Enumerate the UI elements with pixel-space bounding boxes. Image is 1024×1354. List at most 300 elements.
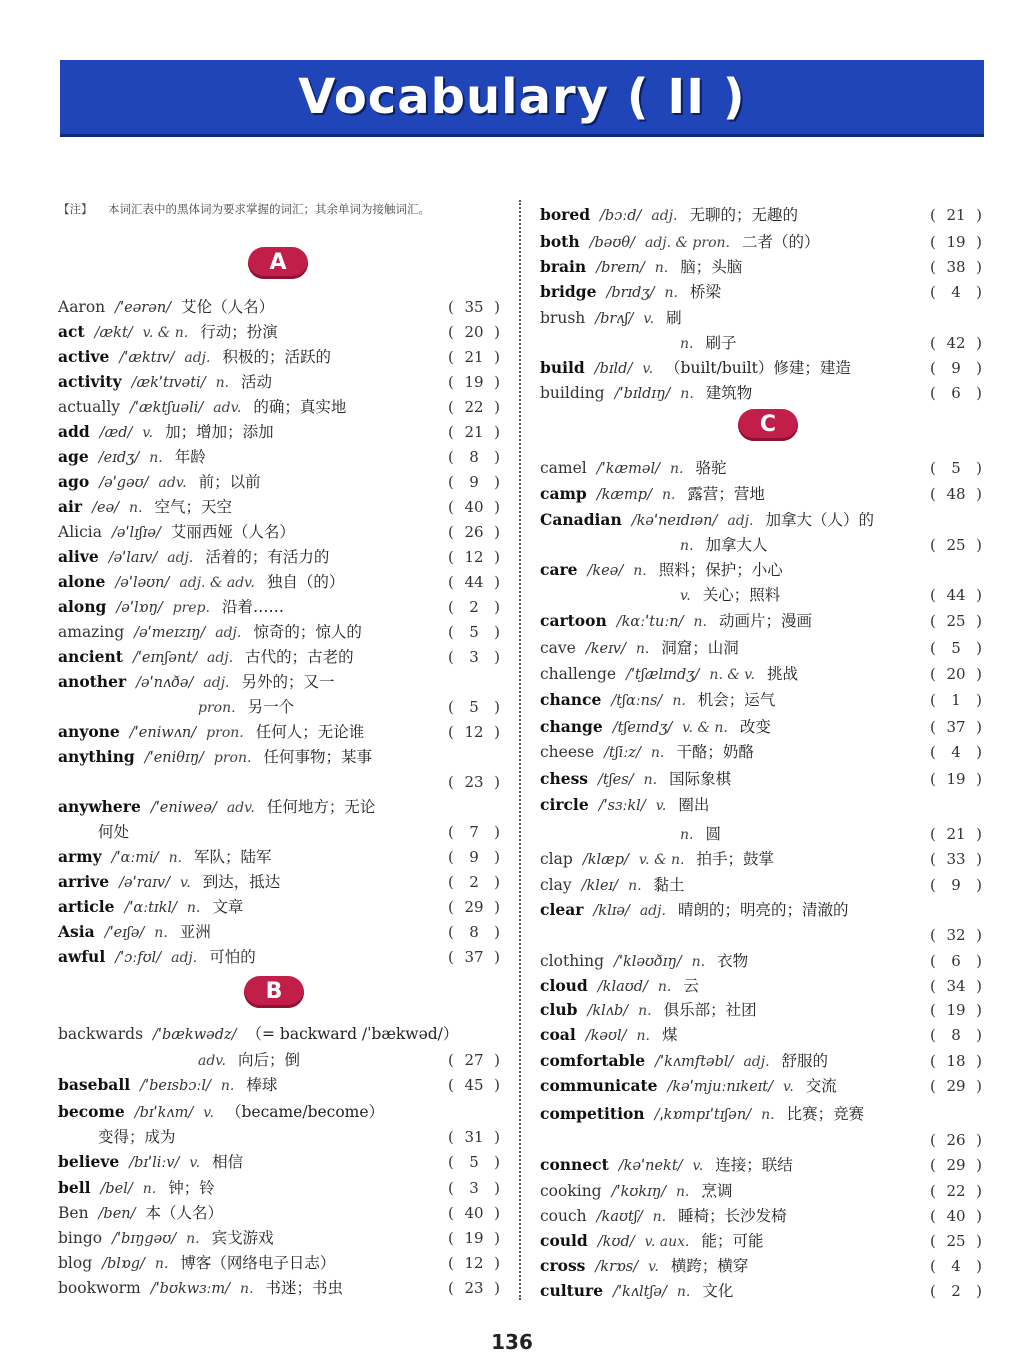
- entry-part-of-speech: n.: [220, 1078, 235, 1094]
- entry-part-of-speech: n.: [633, 563, 647, 579]
- entry-phonetic: /keɪv/: [585, 641, 626, 657]
- entry-part-of-speech: v.: [142, 425, 154, 441]
- entry-continuation: [540, 822, 984, 846]
- entry-phonetic: /keə/: [587, 563, 624, 579]
- entry-part-of-speech: n.: [638, 1003, 652, 1019]
- entry-meaning: 睡椅；长沙发椅: [678, 1207, 787, 1225]
- note: [58, 200, 498, 219]
- entry-part-of-speech: pron.: [206, 725, 244, 741]
- entry-meaning: 独自（的）: [266, 573, 345, 591]
- entry-word: building: [540, 384, 605, 402]
- entry-word: baseball: [58, 1075, 131, 1094]
- vocab-entry: [58, 845, 502, 869]
- entry-phonetic: /ˈæktʃuəli/: [130, 400, 204, 416]
- entry-meaning: 亚洲: [179, 923, 211, 941]
- vocab-entry: [58, 670, 502, 694]
- entry-phonetic: /bel/: [100, 1181, 133, 1197]
- entry-unit-number: ( 3 ): [446, 1176, 502, 1200]
- entry-unit-number: ( 12 ): [446, 720, 502, 744]
- entry-continuation: [540, 331, 984, 355]
- entry-meaning: （became/become）: [225, 1103, 385, 1121]
- vocab-entry: [58, 420, 502, 444]
- entry-word: circle: [540, 795, 589, 814]
- entry-unit-number: ( 4 ): [928, 1254, 984, 1278]
- entry-phonetic: /ˈbɪŋgəʊ/: [112, 1231, 177, 1247]
- entry-word: army: [58, 847, 102, 866]
- entry-phonetic: /əˈlaɪv/: [108, 550, 158, 566]
- vocab-entry: [540, 1153, 984, 1177]
- entry-word: club: [540, 1000, 578, 1019]
- entry-word: ago: [58, 472, 90, 491]
- entry-word: challenge: [540, 665, 617, 683]
- entry-meaning: 的确；真实地: [253, 398, 347, 416]
- entry-part-of-speech: n.: [657, 979, 672, 995]
- entry-meaning: （built/built）修建；建造: [665, 359, 851, 377]
- entry-part-of-speech: n.: [635, 641, 650, 657]
- entry-unit-number: ( 4 ): [928, 740, 984, 764]
- entry-part-of-speech: adj.: [184, 350, 211, 366]
- entry-word: bridge: [540, 282, 597, 301]
- entry-word: bingo: [58, 1229, 103, 1247]
- entry-phonetic: /ˈbækwədz/: [153, 1027, 237, 1043]
- entry-phonetic: /ˈkæməl/: [596, 461, 660, 477]
- entry-word: camp: [540, 484, 587, 503]
- vocab-entry: [540, 715, 984, 739]
- entry-meaning: 刷: [666, 309, 682, 327]
- vocab-entry: [58, 295, 502, 319]
- entry-unit-number: ( 40 ): [928, 1204, 984, 1228]
- entry-continuation: [540, 1128, 984, 1152]
- entry-unit-number: ( 45 ): [446, 1073, 502, 1097]
- vocab-entry: [540, 1204, 984, 1228]
- entry-meaning: 云: [683, 977, 699, 995]
- entry-unit-number: ( 19 ): [928, 767, 984, 791]
- entry-meaning: 横跨；横穿: [670, 1257, 749, 1275]
- entry-phonetic: /ˈsɜːkl/: [598, 798, 646, 814]
- entry-part-of-speech: v.: [648, 1259, 659, 1275]
- entry-unit-number: ( 48 ): [928, 482, 984, 506]
- entry-meaning: 博客（网络电子日志）: [180, 1254, 336, 1272]
- entry-part-of-speech: n.: [142, 1181, 157, 1197]
- entry-word: care: [540, 560, 578, 579]
- entry-phonetic: /ˈkʌltʃə/: [613, 1284, 667, 1300]
- entry-meaning: 艾伦（人名）: [181, 298, 275, 316]
- entry-phonetic: /klaʊd/: [597, 979, 648, 995]
- entry-unit-number: ( 8 ): [446, 445, 502, 469]
- entry-phonetic: /ˈkʊkɪŋ/: [611, 1184, 667, 1200]
- entry-meaning: 宾戈游戏: [211, 1229, 274, 1247]
- entry-phonetic: /ˈkləʊðɪŋ/: [614, 954, 682, 970]
- entry-word: chess: [540, 769, 589, 788]
- entry-meaning: 前；以前: [198, 473, 261, 491]
- entry-unit-number: ( 21 ): [446, 420, 502, 444]
- vocab-entry: [58, 1176, 502, 1200]
- entry-part-of-speech: adv.: [226, 800, 255, 816]
- vocab-entry: [58, 1276, 502, 1300]
- entry-part-of-speech: n.: [761, 1107, 775, 1123]
- entry-meaning: 照料；保护；小心: [658, 561, 783, 579]
- vocab-entry: [540, 847, 984, 871]
- entry-continuation: [540, 583, 984, 607]
- section-badge-a: A: [248, 247, 308, 279]
- vocab-entry: [58, 745, 502, 769]
- entry-part-of-speech: v.: [180, 875, 191, 891]
- entry-meaning: 拍手；鼓掌: [696, 850, 774, 868]
- entry-meaning: 空气；天空: [154, 498, 233, 516]
- entry-word: cheese: [540, 743, 595, 761]
- entry-word: Asia: [58, 922, 95, 941]
- entry-meaning: 动画片；漫画: [718, 612, 812, 630]
- entry-phonetic: /tʃiːz/: [604, 745, 641, 761]
- vocab-entry: [58, 895, 502, 919]
- entry-part-of-speech: n.: [654, 260, 669, 276]
- entry-phonetic: /ˈtʃælɪndʒ/: [626, 667, 700, 683]
- entry-continuation: [58, 695, 502, 719]
- entry-unit-number: ( 4 ): [928, 280, 984, 304]
- entry-part-of-speech: n.: [215, 375, 230, 391]
- entry-word: both: [540, 232, 580, 251]
- vocab-entry: [58, 920, 502, 944]
- entry-continuation: [58, 1125, 502, 1149]
- entry-phonetic: /əˈmeɪzɪŋ/: [134, 625, 206, 641]
- entry-word: add: [58, 422, 90, 441]
- entry-unit-number: ( 3 ): [446, 645, 502, 669]
- entry-word: become: [58, 1102, 125, 1121]
- entry-phonetic: /ˌkɒmpɪˈtɪʃən/: [654, 1107, 752, 1123]
- entry-meaning: 露营；营地: [687, 485, 765, 503]
- entry-continuation: [540, 533, 984, 557]
- entry-part-of-speech: adj.: [743, 1054, 770, 1070]
- entry-meaning: 衣物: [717, 952, 749, 970]
- note-text: 本词汇表中的黑体词为要求掌握的词汇；其余单词为接触词汇。: [108, 202, 430, 216]
- entry-meaning: 活动: [241, 373, 273, 391]
- entry-meaning: 舒服的: [781, 1052, 829, 1070]
- entry-unit-number: ( 38 ): [928, 255, 984, 279]
- entry-meaning: 建筑物: [705, 384, 753, 402]
- vocab-entry: [540, 636, 984, 660]
- entry-word: anything: [58, 747, 135, 766]
- entry-unit-number: ( 8 ): [928, 1023, 984, 1047]
- entry-unit-number: ( 21 ): [928, 203, 984, 227]
- entry-phonetic: /ækˈtɪvəti/: [131, 375, 206, 391]
- entry-phonetic: /brɪdʒ/: [606, 285, 655, 301]
- entry-phonetic: /klɪə/: [593, 903, 630, 919]
- entry-meaning: 关心；照料: [702, 586, 781, 604]
- entry-meaning: 任何事物；某事: [263, 748, 372, 766]
- entry-part-of-speech: n.: [154, 1256, 169, 1272]
- entry-word: brain: [540, 257, 587, 276]
- entry-unit-number: ( 2 ): [446, 595, 502, 619]
- entry-unit-number: ( 5 ): [928, 636, 984, 660]
- entry-phonetic: /ˈæktɪv/: [119, 350, 175, 366]
- entry-unit-number: ( 7 ): [446, 820, 502, 844]
- entry-meaning: 能；可能: [701, 1232, 764, 1250]
- entry-meaning: 钟；铃: [168, 1179, 215, 1197]
- entry-unit-number: ( 34 ): [928, 974, 984, 998]
- entry-phonetic: /krɒs/: [595, 1259, 639, 1275]
- entry-unit-number: ( 37 ): [928, 715, 984, 739]
- vocab-entry: [540, 974, 984, 998]
- entry-unit-number: ( 2 ): [928, 1279, 984, 1303]
- section-badge-b: B: [244, 976, 304, 1008]
- entry-unit-number: ( 40 ): [446, 495, 502, 519]
- vocab-entry: [540, 1049, 984, 1073]
- entry-phonetic: /ˈkʌmftəbl/: [655, 1054, 734, 1070]
- entry-part-of-speech: n.: [693, 614, 707, 630]
- entry-word: clothing: [540, 952, 605, 970]
- entry-unit-number: ( 2 ): [446, 870, 502, 894]
- entry-meaning: 加拿大人: [705, 536, 768, 554]
- entry-meaning: 沿着……: [221, 598, 284, 616]
- entry-part-of-speech: n.: [628, 878, 642, 894]
- entry-part-of-speech: adv.: [213, 400, 242, 416]
- entry-part-of-speech: adj.: [167, 550, 194, 566]
- entry-phonetic: /ˈeɪʃə/: [104, 925, 145, 941]
- entry-phonetic: /kaʊtʃ/: [596, 1209, 643, 1225]
- vocab-entry: [540, 898, 984, 922]
- entry-phonetic: /æd/: [99, 425, 133, 441]
- vocab-entry: [540, 609, 984, 633]
- entry-meaning: 加；增加；添加: [165, 423, 274, 441]
- vocab-entry: [58, 720, 502, 744]
- entry-unit-number: ( 29 ): [928, 1074, 984, 1098]
- entry-meaning: 挑战: [766, 665, 798, 683]
- vocab-entry: [58, 520, 502, 544]
- entry-word: clear: [540, 900, 584, 919]
- entry-part-of-speech: n.: [676, 1184, 690, 1200]
- vocab-entry: [58, 1201, 502, 1225]
- entry-word: article: [58, 897, 115, 916]
- vocab-entry: [58, 1022, 502, 1046]
- entry-unit-number: ( 44 ): [928, 583, 984, 607]
- entry-phonetic: /eɪdʒ/: [98, 450, 140, 466]
- entry-word: cloud: [540, 976, 588, 995]
- entry-phonetic: /tʃɑːns/: [611, 693, 663, 709]
- vocab-entry: [540, 508, 984, 532]
- entry-word: could: [540, 1231, 588, 1250]
- entry-part-of-speech: n.: [680, 336, 694, 352]
- entry-unit-number: ( 9 ): [446, 845, 502, 869]
- entry-phonetic: /bəʊθ/: [589, 235, 635, 251]
- entry-word: blog: [58, 1254, 93, 1272]
- entry-continuation: [58, 1048, 502, 1072]
- entry-phonetic: /ˈeərən/: [115, 300, 172, 316]
- entry-part-of-speech: adj.: [203, 675, 230, 691]
- entry-meaning: 本（人名）: [145, 1204, 224, 1222]
- entry-continuation: [58, 770, 502, 794]
- entry-part-of-speech: n.: [636, 1028, 650, 1044]
- entry-word: bored: [540, 205, 591, 224]
- vocab-entry: [540, 1254, 984, 1278]
- entry-part-of-speech: n.: [680, 827, 694, 843]
- entry-meaning: 活着的；有活力的: [205, 548, 330, 566]
- entry-part-of-speech: v. & n.: [142, 325, 189, 341]
- entry-phonetic: /kɑːˈtuːn/: [616, 614, 684, 630]
- entry-phonetic: /bɪˈkʌm/: [134, 1105, 194, 1121]
- vocab-entry: [540, 688, 984, 712]
- vocab-entry: [540, 203, 984, 227]
- vocab-entry: [58, 945, 502, 969]
- entry-unit-number: ( 6 ): [928, 949, 984, 973]
- entry-meaning: 比赛；竞赛: [786, 1105, 865, 1123]
- vocab-entry: [58, 795, 502, 819]
- entry-phonetic: /ˈbeɪsbɔːl/: [140, 1078, 211, 1094]
- entry-phonetic: /kʊd/: [597, 1234, 635, 1250]
- entry-word: amazing: [58, 623, 125, 641]
- entry-meaning: 另外的；又一: [241, 673, 335, 691]
- entry-word: another: [58, 672, 127, 691]
- vocab-entry: [540, 558, 984, 582]
- entry-word: anyone: [58, 722, 120, 741]
- vocab-entry: [58, 870, 502, 894]
- entry-part-of-speech: pron.: [198, 700, 236, 716]
- entry-phonetic: /əˈnʌðə/: [136, 675, 194, 691]
- entry-phonetic: /kəˈmjuːnɪkeɪt/: [667, 1079, 774, 1095]
- entry-unit-number: ( 35 ): [446, 295, 502, 319]
- entry-phonetic: /tʃeɪndʒ/: [612, 720, 673, 736]
- entry-word: change: [540, 717, 603, 736]
- entry-part-of-speech: v.: [680, 588, 691, 604]
- vocab-entry: [540, 873, 984, 897]
- entry-phonetic: /ˈbʊkwɜːm/: [150, 1281, 231, 1297]
- entry-unit-number: ( 44 ): [446, 570, 502, 594]
- entry-unit-number: ( 32 ): [928, 923, 984, 947]
- entry-part-of-speech: n.: [672, 693, 686, 709]
- entry-meaning: 到达，抵达: [202, 873, 281, 891]
- entry-part-of-speech: v.: [655, 798, 667, 814]
- vocab-entry: [540, 1229, 984, 1253]
- entry-phonetic: /blɒg/: [102, 1256, 145, 1272]
- entry-phonetic: /klæp/: [582, 852, 629, 868]
- entry-phonetic: /əˈlɒŋ/: [116, 600, 163, 616]
- vocab-entry: [540, 230, 984, 254]
- vocab-entry: [58, 320, 502, 344]
- entry-phonetic: /əˈraɪv/: [119, 875, 170, 891]
- vocab-entry: [540, 456, 984, 480]
- entry-part-of-speech: adv.: [198, 1053, 227, 1069]
- entry-word: cross: [540, 1256, 586, 1275]
- entry-part-of-speech: adj.: [215, 625, 242, 641]
- entry-phonetic: /ækt/: [94, 325, 133, 341]
- entry-part-of-speech: n.: [680, 386, 694, 402]
- entry-meaning: 变得；成为: [98, 1128, 176, 1146]
- entry-word: brush: [540, 309, 586, 327]
- entry-phonetic: /kəˈneɪdɪən/: [631, 513, 718, 529]
- entry-word: anywhere: [58, 797, 141, 816]
- vocab-entry: [58, 370, 502, 394]
- entry-unit-number: ( 40 ): [446, 1201, 502, 1225]
- entry-meaning: 交流: [805, 1077, 837, 1095]
- entry-part-of-speech: n.: [643, 772, 658, 788]
- entry-phonetic: /breɪn/: [596, 260, 645, 276]
- entry-unit-number: ( 21 ): [928, 822, 984, 846]
- entry-word: alone: [58, 572, 106, 591]
- entry-phonetic: /ˈeniweə/: [150, 800, 217, 816]
- entry-meaning: 棒球: [246, 1076, 278, 1094]
- entry-part-of-speech: v. & n.: [682, 720, 728, 736]
- entry-part-of-speech: v.: [783, 1079, 794, 1095]
- entry-meaning: 惊奇的；惊人的: [253, 623, 362, 641]
- entry-part-of-speech: v. & n.: [638, 852, 685, 868]
- entry-meaning: （= backward /ˈbækwəd/）: [246, 1025, 459, 1043]
- entry-phonetic: /əˈləʊn/: [115, 575, 170, 591]
- vocab-entry: [58, 345, 502, 369]
- entry-continuation: [540, 923, 984, 947]
- vocab-entry: [540, 255, 984, 279]
- entry-word: chance: [540, 690, 602, 709]
- entry-part-of-speech: n.: [154, 925, 168, 941]
- entry-phonetic: /ˈɑːmi/: [111, 850, 159, 866]
- entry-unit-number: ( 31 ): [446, 1125, 502, 1149]
- entry-unit-number: ( 12 ): [446, 1251, 502, 1275]
- entry-phonetic: /ˈeniθɪŋ/: [144, 750, 204, 766]
- entry-part-of-speech: adj.: [639, 903, 666, 919]
- entry-word: age: [58, 447, 89, 466]
- entry-meaning: 圆: [705, 825, 721, 843]
- entry-word: culture: [540, 1281, 604, 1300]
- entry-meaning: 年龄: [174, 448, 206, 466]
- entry-word: active: [58, 347, 110, 366]
- entry-meaning: 积极的；活跃的: [222, 348, 331, 366]
- vocab-entry: [540, 356, 984, 380]
- entry-meaning: 煤: [661, 1026, 678, 1044]
- entry-unit-number: ( 9 ): [446, 470, 502, 494]
- entry-unit-number: ( 9 ): [928, 873, 984, 897]
- vocab-entry: [540, 1102, 984, 1126]
- vocab-entry: [58, 445, 502, 469]
- vocab-entry: [540, 662, 984, 686]
- entry-unit-number: ( 26 ): [928, 1128, 984, 1152]
- entry-part-of-speech: n.: [240, 1281, 254, 1297]
- entry-part-of-speech: n.: [149, 450, 163, 466]
- entry-unit-number: ( 42 ): [928, 331, 984, 355]
- entry-meaning: 行动；扮演: [200, 323, 278, 341]
- entry-meaning: 俱乐部；社团: [663, 1001, 757, 1019]
- entry-part-of-speech: n.: [129, 500, 143, 516]
- entry-unit-number: ( 22 ): [928, 1179, 984, 1203]
- column-divider: [519, 200, 521, 1300]
- entry-part-of-speech: n.: [691, 954, 706, 970]
- entry-meaning: 刷子: [705, 334, 737, 352]
- entry-part-of-speech: n.: [650, 745, 665, 761]
- entry-phonetic: /əˈlɪʃɪə/: [112, 525, 161, 541]
- vocab-entry: [58, 595, 502, 619]
- entry-part-of-speech: adj.: [727, 513, 754, 529]
- vocab-entry: [540, 1279, 984, 1303]
- entry-word: bookworm: [58, 1279, 141, 1297]
- vocab-entry: [540, 740, 984, 764]
- entry-unit-number: ( 29 ): [928, 1153, 984, 1177]
- entry-phonetic: /eə/: [92, 500, 120, 516]
- entry-word: coal: [540, 1025, 576, 1044]
- entry-unit-number: ( 22 ): [446, 395, 502, 419]
- vocab-entry: [540, 767, 984, 791]
- entry-meaning: 古代的；古老的: [245, 648, 354, 666]
- entry-part-of-speech: n.: [186, 1231, 200, 1247]
- entry-phonetic: /klʌb/: [587, 1003, 629, 1019]
- entry-unit-number: ( 5 ): [446, 620, 502, 644]
- entry-meaning: 烹调: [701, 1182, 733, 1200]
- entry-word: clap: [540, 850, 573, 868]
- entry-meaning: 何处: [98, 823, 130, 841]
- entry-word: ancient: [58, 647, 123, 666]
- entry-word: connect: [540, 1155, 609, 1174]
- entry-word: air: [58, 497, 83, 516]
- entry-meaning: 圈出: [678, 796, 710, 814]
- vocab-entry: [58, 620, 502, 644]
- vocab-entry: [58, 395, 502, 419]
- page-number: 136: [491, 1330, 533, 1354]
